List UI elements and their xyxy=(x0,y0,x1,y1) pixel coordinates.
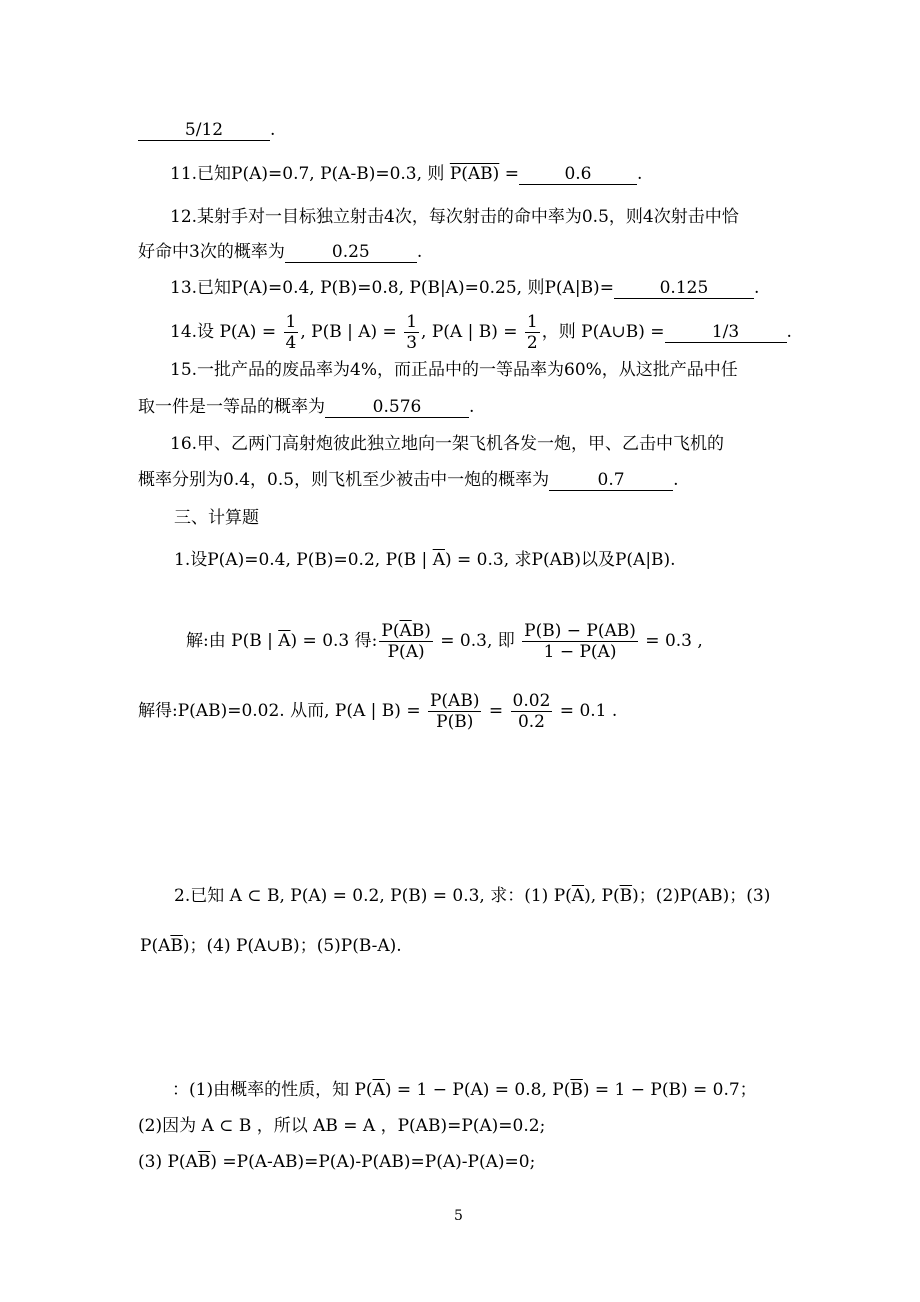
section-heading: 三、计算题 xyxy=(174,508,259,528)
fraction: $\frac{1}{2}$ xyxy=(526,312,538,353)
calc-2-question-line2: $P(A\overline{B})$；(4) P(A∪B)；(5)P(B-A). xyxy=(140,936,402,956)
calc-2-solution-2: (2)因为 A ⊂ B ，所以 AB = A ，P(AB)=P(A)=0.2; xyxy=(138,1116,546,1136)
fraction: $\frac{P(AB)}{P(B)}$ xyxy=(429,691,480,732)
fraction: $\frac{P(\overline{A}B)}{P(\overline{A})}$ xyxy=(381,621,431,662)
calc-1-question: 1.设P(A)=0.4, P(B)=0.2, P(B | $\overline{A}) = 0.3$, 求P(AB)以及P(A|B). xyxy=(174,550,676,570)
question-11: 11.已知P(A)=0.7, P(A-B)=0.3, 则 P(AB) = 0.6 . xyxy=(170,164,643,184)
calc-2-solution-1: ：(1)由概率的性质，知 $P(\overline{A}) = 1 - P(A) = 0.8$, $P(\overline{B}) = 1 - P(B) = 0.7$； xyxy=(172,1080,757,1100)
calc-2-question-line1: 2.已知 A ⊂ B, P(A) = 0.2, P(B) = 0.3, 求：(1) $P(\overline{A})$, $P(\overline{B})$；(2)P(AB)；(3) xyxy=(174,886,771,906)
question-12-line1: 12.某射手对一目标独立射击4次，每次射击的命中率为0.5，则4次射击中恰 xyxy=(170,207,739,227)
fraction: $\frac{0.02}{0.2}$ xyxy=(512,691,551,732)
question-16-line1: 16.甲、乙两门高射炮彼此独立地向一架飞机各发一炮，甲、乙击中飞机的 xyxy=(170,434,725,454)
calc-2-solution-3: (3) $P(A\overline{B}) =P(A-AB)=P(A)-P(AB)=P(A)-P(A)=0$; xyxy=(138,1152,536,1172)
answer-blank: 0.7 xyxy=(549,470,673,491)
answer-blank: 0.125 xyxy=(614,278,754,299)
question-15-line2: 取一件是一等品的概率为 0.576 . xyxy=(138,397,475,417)
question-14: 14.设 P(A) = $\frac{1}{4}$ , P(B | A) = $\frac{1}{3}$ , P(A | B) = $\frac{1}{2}$ ，则 P(A∪B) = 1/3 . xyxy=(170,312,792,353)
calc-1-solution-line2: 解得:P(AB)=0.02. 从而, P(A | B) = $\frac{P(AB)}{P(B)}$ = $\frac{0.02}{0.2}$ = 0.1 . xyxy=(138,691,618,732)
fraction: $\frac{P(B) - P(AB)}{1 - P(A)}$ xyxy=(524,621,636,662)
fraction: $\frac{1}{3}$ xyxy=(406,312,418,353)
page-number: 5 xyxy=(454,1208,463,1224)
question-16-line2: 概率分别为0.4，0.5，则飞机至少被击中一炮的概率为 0.7 . xyxy=(138,470,679,490)
question-12-line2: 好命中3次的概率为 0.25 . xyxy=(138,242,423,262)
answer-blank: 0.25 xyxy=(285,242,417,263)
answer-blank: 5/12 xyxy=(138,120,270,141)
answer-blank: 1/3 xyxy=(665,322,787,343)
answer-blank: 0.576 xyxy=(325,397,469,418)
question-13: 13.已知P(A)=0.4, P(B)=0.8, P(B|A)=0.25, 则P(A|B)= 0.125 . xyxy=(170,278,760,298)
q10-tail: 5/12 . xyxy=(138,118,275,142)
fraction: $\frac{1}{4}$ xyxy=(285,312,297,353)
answer-blank: 0.6 xyxy=(519,164,637,185)
calc-1-solution-line1: 解:由 P(B | $\overline{A}) = 0.3$ 得: $\frac{P(\overline{A}B)}{P(\overline{A})}$ = 0.3, 即 $\frac{P(B) - P(AB)}{1 - P(A)}$ = 0.3 , xyxy=(186,621,703,662)
question-15-line1: 15.一批产品的废品率为4%，而正品中的一等品率为60%，从这批产品中任 xyxy=(170,360,738,380)
